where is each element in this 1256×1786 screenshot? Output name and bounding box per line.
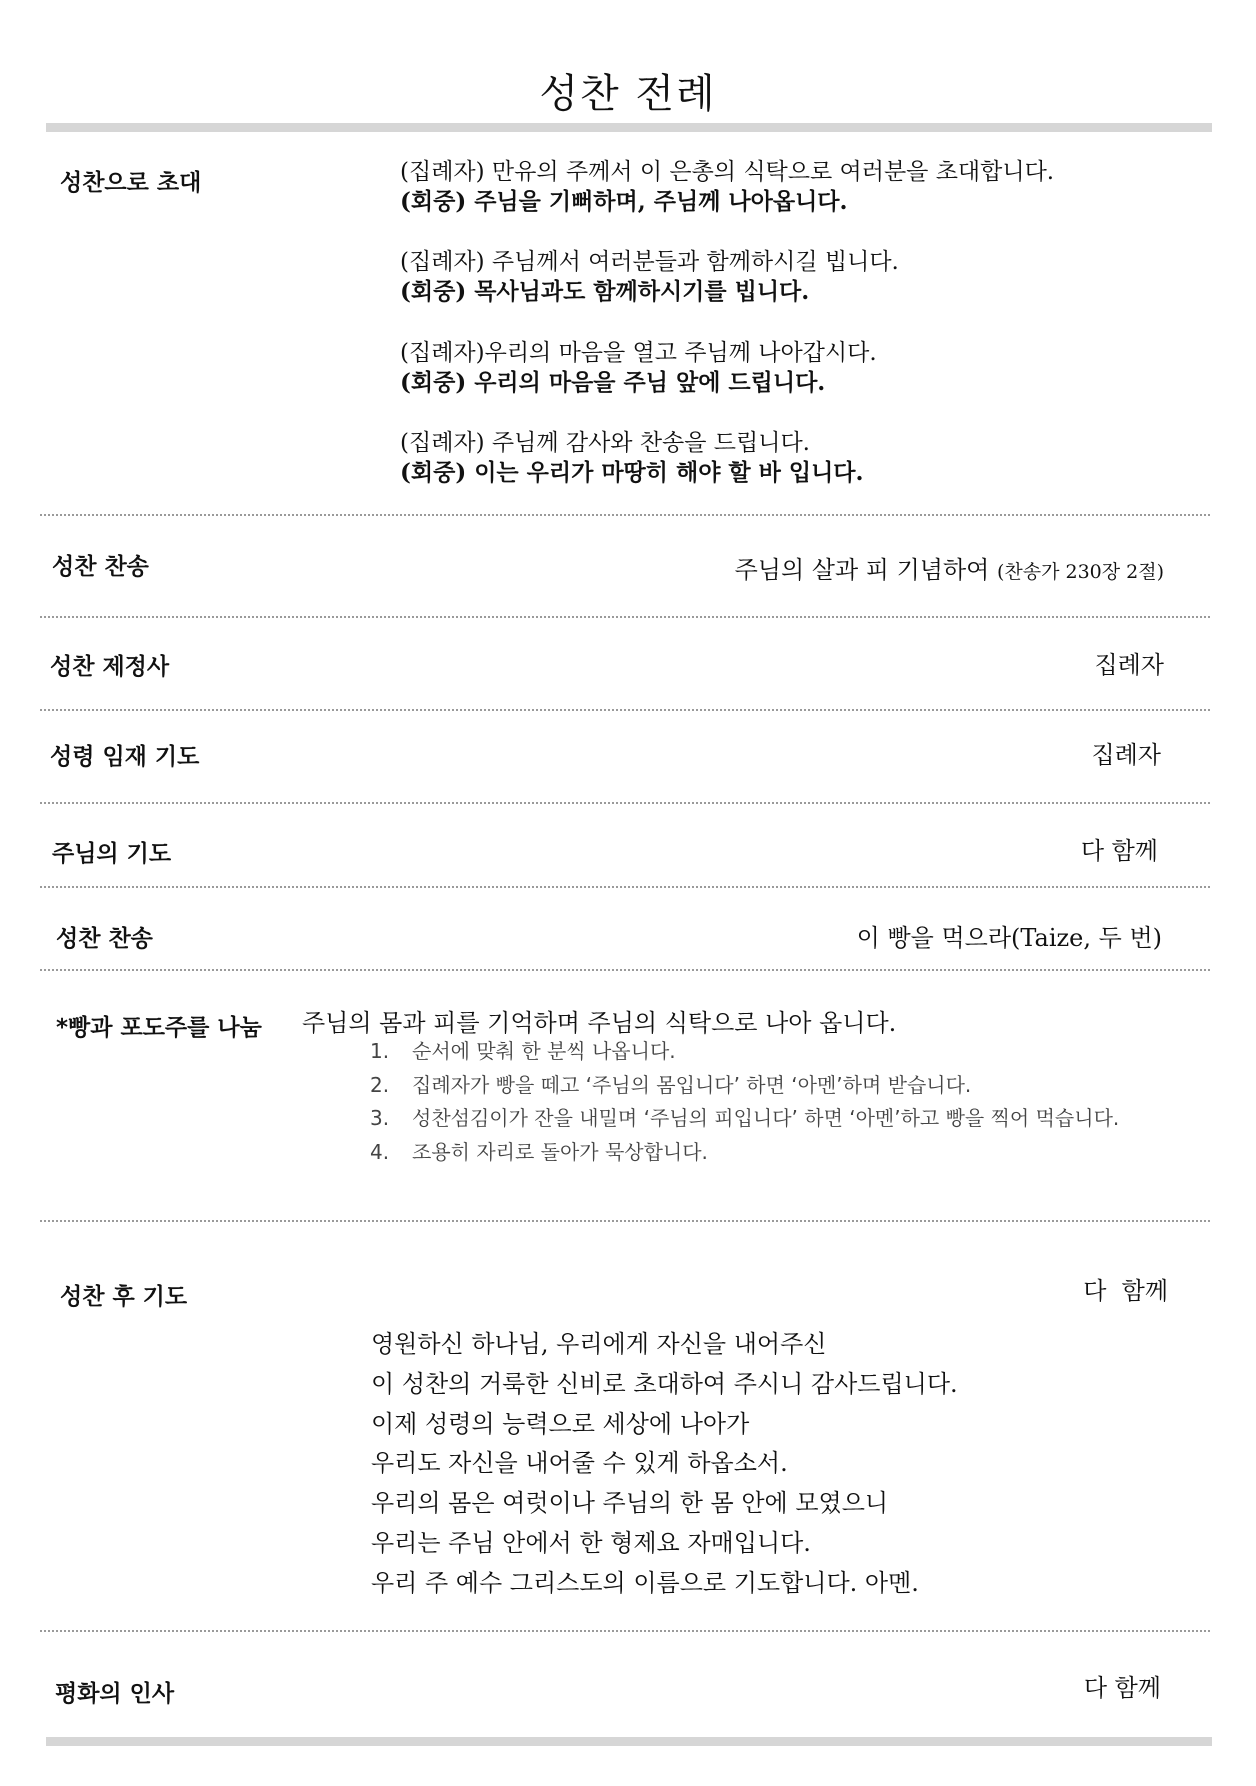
exchange-3 bbox=[400, 338, 877, 398]
sharing-intro: 주님의 몸과 피를 기억하며 주님의 식탁으로 나아 옵니다. bbox=[302, 1009, 897, 1037]
people-line: (회중) 목사님과도 함께하시기를 빕니다. bbox=[400, 278, 810, 305]
people-line: (회중) 우리의 마음을 주님 앞에 드립니다. bbox=[400, 369, 826, 396]
hymn1-value bbox=[735, 550, 1164, 585]
list-item bbox=[370, 1035, 1170, 1069]
leader-line: (집례자) 주님께 감사와 찬송을 드립니다. bbox=[400, 430, 810, 456]
exchange-1 bbox=[400, 157, 1054, 217]
title-divider bbox=[46, 123, 1212, 132]
peace-label: 평화의 인사 bbox=[55, 1681, 175, 1707]
people-line: (회중) 주님을 기뻐하며, 주님께 나아옵니다. bbox=[400, 188, 848, 215]
prayer-line: 우리 주 예수 그리스도의 이름으로 기도합니다. 아멘. bbox=[371, 1568, 919, 1597]
step-text: 성찬섬김이가 잔을 내밀며 ‘주님의 피입니다’ 하면 ‘아멘’하고 빵을 찍어 먹습니다. bbox=[412, 1106, 1120, 1130]
peace-value: 다 함께 bbox=[1083, 1674, 1161, 1702]
hymn1-label: 성찬 찬송 bbox=[52, 554, 149, 580]
prayer-line: 우리는 주님 안에서 한 형제요 자매입니다. bbox=[371, 1528, 811, 1557]
post-prayer-text bbox=[371, 1325, 958, 1604]
step-text: 조용히 자리로 돌아가 묵상합니다. bbox=[412, 1139, 708, 1164]
leader-line: (집례자) 주님께서 여러분들과 함께하시길 빕니다. bbox=[400, 249, 899, 275]
post-prayer-label: 성찬 후 기도 bbox=[60, 1284, 188, 1310]
section-divider bbox=[40, 1220, 1210, 1222]
section-divider bbox=[40, 886, 1210, 888]
prayer-line: 우리의 몸은 여럿이나 주님의 한 몸 안에 모였으니 bbox=[371, 1489, 889, 1518]
exchange-4 bbox=[400, 428, 864, 488]
epiclesis-label: 성령 임재 기도 bbox=[50, 744, 200, 770]
epiclesis-value: 집례자 bbox=[1091, 741, 1161, 769]
section-divider bbox=[40, 969, 1210, 971]
list-item bbox=[370, 1136, 1170, 1170]
prayer-line: 영원하신 하나님, 우리에게 자신을 내어주신 bbox=[371, 1330, 827, 1358]
people-line: (회중) 이는 우리가 마땅히 해야 할 바 입니다. bbox=[400, 459, 864, 486]
step-number: 1. bbox=[370, 1039, 390, 1063]
bottom-divider bbox=[46, 1737, 1212, 1746]
hymn2-value: 이 빵을 먹으라(Taize, 두 번) bbox=[856, 924, 1162, 952]
lords-prayer-value: 다 함께 bbox=[1080, 837, 1158, 865]
invitation-label: 성찬으로 초대 bbox=[60, 170, 202, 196]
hymn2-label: 성찬 찬송 bbox=[56, 926, 153, 952]
section-divider bbox=[40, 709, 1210, 711]
institution-label: 성찬 제정사 bbox=[50, 654, 170, 680]
section-divider bbox=[40, 1630, 1210, 1632]
institution-value: 집례자 bbox=[1094, 651, 1164, 679]
leader-line: (집례자)우리의 마음을 열고 주님께 나아갑시다. bbox=[400, 340, 877, 366]
sharing-steps bbox=[370, 1035, 1170, 1169]
step-text: 집례자가 빵을 떼고 ‘주님의 몸입니다’ 하면 ‘아멘’하며 받습니다. bbox=[412, 1072, 972, 1097]
section-divider bbox=[40, 514, 1210, 516]
post-prayer-value: 다 함께 bbox=[1083, 1277, 1168, 1305]
prayer-line: 우리도 자신을 내어줄 수 있게 하옵소서. bbox=[371, 1449, 788, 1478]
hymn1-note: (찬송가 230장 2절) bbox=[996, 561, 1164, 583]
lords-prayer-label: 주님의 기도 bbox=[52, 841, 172, 867]
step-text: 순서에 맞춰 한 분씩 나옵니다. bbox=[412, 1039, 676, 1063]
step-number: 3. bbox=[370, 1106, 390, 1130]
prayer-line: 이제 성령의 능력으로 세상에 나아가 bbox=[371, 1409, 750, 1438]
page-title: 성찬 전례 bbox=[539, 71, 717, 117]
list-item bbox=[370, 1069, 1170, 1103]
step-number: 2. bbox=[370, 1072, 390, 1097]
list-item bbox=[370, 1102, 1170, 1136]
prayer-line: 이 성찬의 거룩한 신비로 초대하여 주시니 감사드립니다. bbox=[371, 1369, 958, 1398]
hymn1-title: 주님의 살과 피 기념하여 bbox=[734, 556, 990, 584]
section-divider bbox=[40, 802, 1210, 804]
step-number: 4. bbox=[370, 1139, 390, 1164]
leader-line: (집례자) 만유의 주께서 이 은총의 식탁으로 여러분을 초대합니다. bbox=[400, 159, 1055, 185]
exchange-2 bbox=[400, 247, 899, 307]
section-divider bbox=[40, 616, 1210, 618]
sharing-label: *빵과 포도주를 나눔 bbox=[56, 1015, 262, 1041]
